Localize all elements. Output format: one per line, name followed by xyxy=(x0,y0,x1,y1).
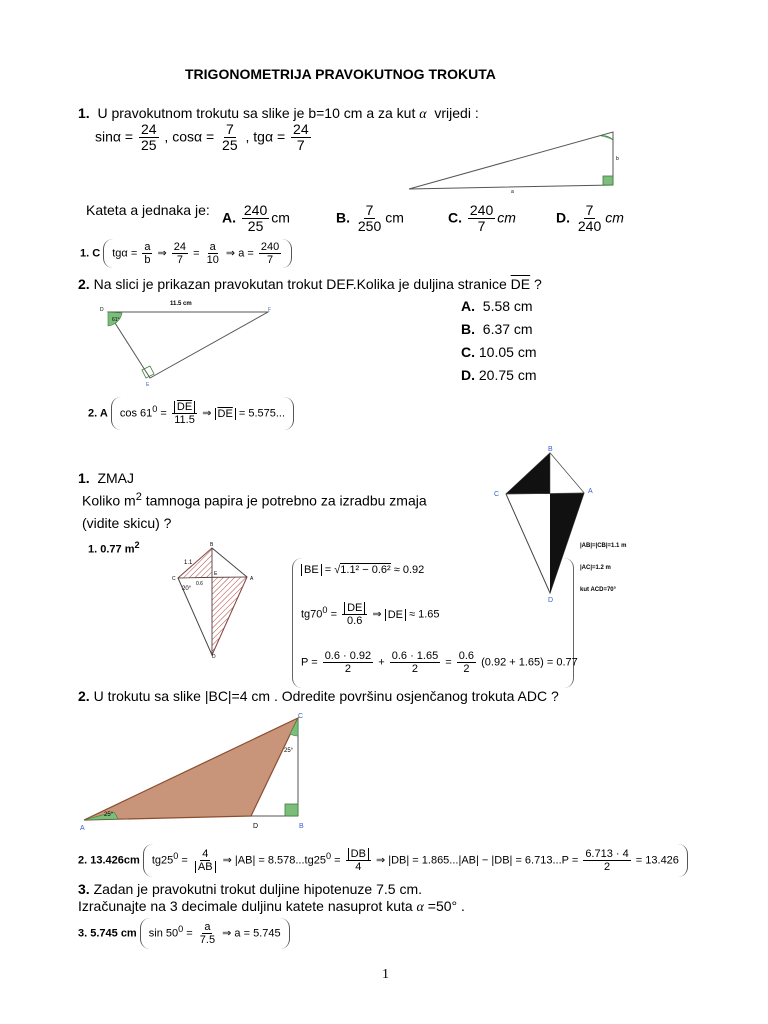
q1-option-d[interactable]: D. $\frac{7}{240}$ cm xyxy=(556,202,624,235)
q2-answer: 2. A $\cos 61^0$ = $\frac{\overline{DE}}{11.5}$ ⇒ $\overline{DE} = 5.575$... xyxy=(88,397,294,430)
label-a: A xyxy=(80,825,85,832)
label-61: 61° xyxy=(112,317,120,323)
q2-option-a[interactable]: A. 5.58 cm xyxy=(461,298,533,314)
sketch-label-a: A xyxy=(250,576,254,582)
q2-text: 2. Na slici je prikazan pravokutan trokut DEF.Kolika je duljina stranice $\overline{DE}$ ? xyxy=(78,276,542,292)
kite-label-kut: kut ACD=70° xyxy=(580,587,617,593)
q2-option-c[interactable]: C. 10.05 cm xyxy=(461,344,537,360)
kite-label-b: B xyxy=(548,446,553,453)
sketch-label-e: E xyxy=(214,571,218,577)
sketch-label-c: C xyxy=(172,576,176,582)
q2-option-d[interactable]: D. 20.75 cm xyxy=(461,367,537,383)
label-len: 11.5 cm xyxy=(170,301,192,307)
angle-alpha-marker xyxy=(601,136,613,140)
kite-label-a: A xyxy=(588,488,593,495)
label-b: b xyxy=(616,156,619,162)
q2-option-b[interactable]: B. 6.37 cm xyxy=(461,321,533,337)
q3-calc2: $tg70^0$ = $\frac{DE}{0.6}$ ⇒ DE ≈ 1.65 xyxy=(301,602,440,628)
q3-line1: Koliko $m^2$ tamnoga papira je potrebno za izradbu zmaja xyxy=(82,491,427,509)
figure-kite-sketch xyxy=(170,540,262,660)
figure-triangle-adc xyxy=(78,712,310,832)
page-number: 1 xyxy=(382,967,389,982)
figure-triangle-ab xyxy=(405,128,620,194)
kite-hatched-area xyxy=(212,577,247,655)
label-a: a xyxy=(511,189,514,194)
q4-answer: 2. 13.426cm $tg25^0$ = $\frac{4}{AB}$ ⇒ $|AB| = 8.578...tg25^0$ = $\frac{DB}{4}$ ⇒ |DB| = 1.865...|AB| − |DB| = 6.713...P = $\frac{6.713 \cdot 4}{2}$ = 13.426 xyxy=(78,844,688,877)
sketch-label-06: 0.6 xyxy=(196,581,203,587)
q5-answer: 3. 5.745 cm $\sin 50^0$ = $\frac{a}{7.5}$ ⇒ a = 5.745 xyxy=(78,918,290,949)
q3-line2: (vidite skicu) ? xyxy=(82,515,172,531)
q1-answer: 1. C tgα = $\frac{a}{b}$ ⇒ $\frac{24}{7}$ = $\frac{a}{10}$ ⇒ a = $\frac{240}{7}$ xyxy=(80,239,292,268)
kite-label-ab: |AB|=|CB|=1.1 m xyxy=(580,543,627,549)
label-b: B xyxy=(299,823,304,830)
label-d: D xyxy=(100,307,104,313)
sketch-label-d: D xyxy=(212,654,216,660)
kite-label-d: D xyxy=(548,597,554,604)
q3-answer: 1. 0.77 $m^2$ xyxy=(88,540,140,556)
q3-calc3: P = $\frac{0.6 \cdot 0.92}{2}$ + $\frac{0.6 \cdot 1.65}{2}$ = $\frac{0.6}{2}$ (0.92 + 1.65) = 0.77 xyxy=(301,650,578,676)
q3-calc-box xyxy=(292,558,578,688)
q3-heading: 1. ZMAJ xyxy=(78,470,135,486)
label-f: F xyxy=(268,307,272,313)
q4-text: 2. U trokutu sa slike |BC|=4 cm . Odredite površinu osjenčanog trokuta ADC ? xyxy=(78,688,559,704)
q3-calc1: BE = √1.1² − 0.6² ≈ 0.92 xyxy=(301,564,424,576)
kite-label-ac: |AC|=1.2 m xyxy=(580,565,611,571)
right-angle-marker xyxy=(603,176,613,185)
q1-option-a[interactable]: A. $\frac{240}{25}$ cm xyxy=(222,202,290,235)
q1-options: Kateta a jednaka je: xyxy=(86,202,210,218)
figure-triangle-def xyxy=(98,296,278,388)
q1-option-c[interactable]: C. $\frac{240}{7}$ cm xyxy=(448,202,516,235)
sketch-label-b: B xyxy=(210,542,214,548)
shaded-triangle-adc xyxy=(84,718,298,820)
q5-line2: Izračunajte na 3 decimale duljinu katete nasuprot kuta α =50° . xyxy=(78,898,465,915)
page-title: TRIGONOMETRIJA PRAVOKUTNOG TROKUTA xyxy=(185,66,496,82)
label-25-c: 25° xyxy=(284,748,294,754)
sketch-label-11: 1.1 xyxy=(184,560,193,566)
sketch-label-20: 20° xyxy=(182,586,192,592)
label-c: C xyxy=(298,713,304,720)
label-e: E xyxy=(146,382,150,388)
label-d: D xyxy=(253,823,259,830)
kite-label-c: C xyxy=(494,491,500,498)
label-25-a: 25° xyxy=(104,812,114,818)
q1-text: 1. U pravokutnom trokutu sa slike je b=10 cm a za kut α vrijedi : xyxy=(78,105,479,122)
q5-line1: 3. Zadan je pravokutni trokut duljine hipotenuze 7.5 cm. xyxy=(78,881,422,897)
right-angle-marker xyxy=(285,804,298,816)
q1-option-b[interactable]: B. $\frac{7}{250}$ cm xyxy=(336,202,404,235)
q1-ratios: sinα = $\frac{24}{25}$ , cosα = $\frac{7}{25}$ , tgα = $\frac{24}{7}$ xyxy=(95,121,309,154)
